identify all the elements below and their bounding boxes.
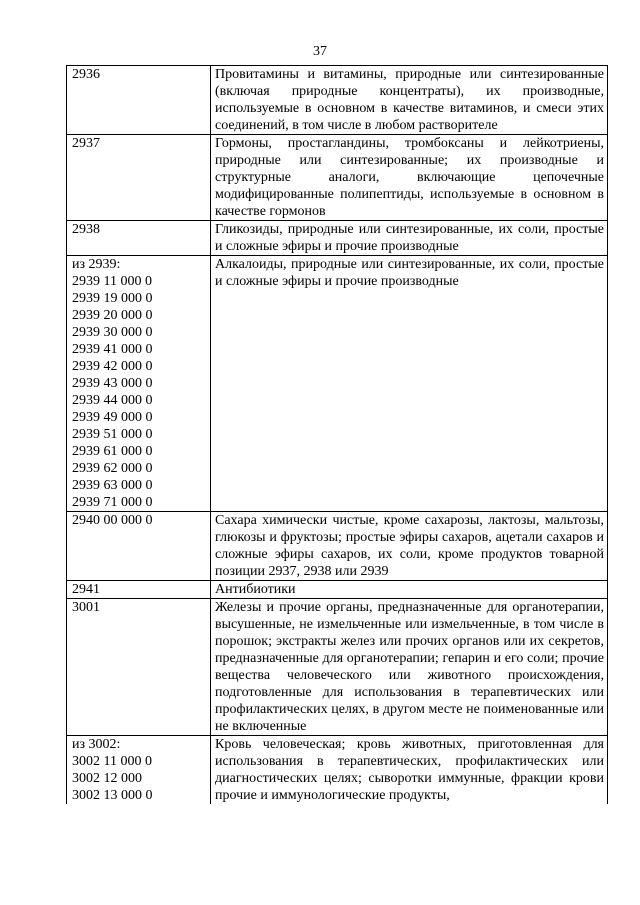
description-cell: Алкалоиды, природные или синтезированные, их соли, простые и сложные эфиры и прочие производные xyxy=(211,256,608,512)
code-line: 2937 xyxy=(72,136,100,151)
code-line: 2939 51 000 0 xyxy=(72,427,153,442)
code-line: из 3002: xyxy=(72,737,121,752)
code-cell xyxy=(67,512,211,581)
code-line: 3001 xyxy=(72,600,100,615)
code-line: 2939 30 000 0 xyxy=(72,325,153,340)
code-cell xyxy=(67,581,211,599)
code-line: 2939 44 000 0 xyxy=(72,393,153,408)
code-line: 2938 xyxy=(72,222,100,237)
code-line: 2939 42 000 0 xyxy=(72,359,153,374)
code-line: 2939 11 000 0 xyxy=(72,274,152,289)
code-cell xyxy=(67,736,211,805)
description-cell: Кровь человеческая; кровь животных, приготовленная для использования в терапевтических, профилактических или диагностических целях; сыворотки иммунные, фракции крови прочие и иммунологические продукты, xyxy=(211,736,608,805)
code-line: 2939 49 000 0 xyxy=(72,410,153,425)
description-cell: Антибиотики xyxy=(211,581,608,599)
code-cell xyxy=(67,66,211,135)
table-row xyxy=(67,66,608,135)
code-line: 2936 xyxy=(72,67,100,82)
description-cell: Гликозиды, природные или синтезированные, их соли, простые и сложные эфиры и прочие производные xyxy=(211,221,608,256)
description-cell: Гормоны, простагландины, тромбоксаны и лейкотриены, природные или синтезированные; их производные и структурные аналоги, включающие цепочечные модифицированные полипептиды, используемые в основном в качестве гормонов xyxy=(211,135,608,221)
code-line: 2939 71 000 0 xyxy=(72,495,153,510)
description-cell: Сахара химически чистые, кроме сахарозы, лактозы, мальтозы, глюкозы и фруктозы; простые эфиры сахаров, ацетали сахаров и сложные эфиры сахаров, их соли, кроме продуктов товарной позиции 2937, 2938 или 2939 xyxy=(211,512,608,581)
table-row xyxy=(67,736,608,805)
table-row xyxy=(67,581,608,599)
page-number: 37 xyxy=(313,44,327,59)
code-cell xyxy=(67,135,211,221)
description-cell: Железы и прочие органы, предназначенные для органотерапии, высушенные, не измельченные или измельченные, в том числе в порошок; экстракты желез или прочих органов или их секретов, предназначенные для органотерапии; гепарин и его соли; прочие вещества человеческого или животного происхождения, подготовленные для использования в терапевтических или профилактических целях, в другом месте не поименованные или не включенные xyxy=(211,599,608,736)
code-line: 2939 63 000 0 xyxy=(72,478,153,493)
code-cell xyxy=(67,221,211,256)
description-cell: Провитамины и витамины, природные или синтезированные (включая природные концентраты), их производные, используемые в основном в качестве витаминов, и смеси этих соединений, в том числе в любом растворителе xyxy=(211,66,608,135)
code-line: 2939 43 000 0 xyxy=(72,376,153,391)
code-line: из 2939: xyxy=(72,257,121,272)
tariff-table xyxy=(66,65,608,804)
table-row xyxy=(67,512,608,581)
table-row xyxy=(67,599,608,736)
code-line: 3002 13 000 0 xyxy=(72,788,153,803)
table-row xyxy=(67,221,608,256)
code-line: 2939 62 000 0 xyxy=(72,461,153,476)
code-line: 3002 12 000 xyxy=(72,771,142,786)
code-line: 2940 00 000 0 xyxy=(72,513,153,528)
code-line: 2941 xyxy=(72,582,100,597)
code-line: 2939 19 000 0 xyxy=(72,291,153,306)
code-line: 2939 41 000 0 xyxy=(72,342,153,357)
table-row xyxy=(67,135,608,221)
code-line: 3002 11 000 0 xyxy=(72,754,152,769)
code-cell xyxy=(67,599,211,736)
table-row xyxy=(67,256,608,512)
code-cell xyxy=(67,256,211,512)
code-line: 2939 20 000 0 xyxy=(72,308,153,323)
code-line: 2939 61 000 0 xyxy=(72,444,153,459)
